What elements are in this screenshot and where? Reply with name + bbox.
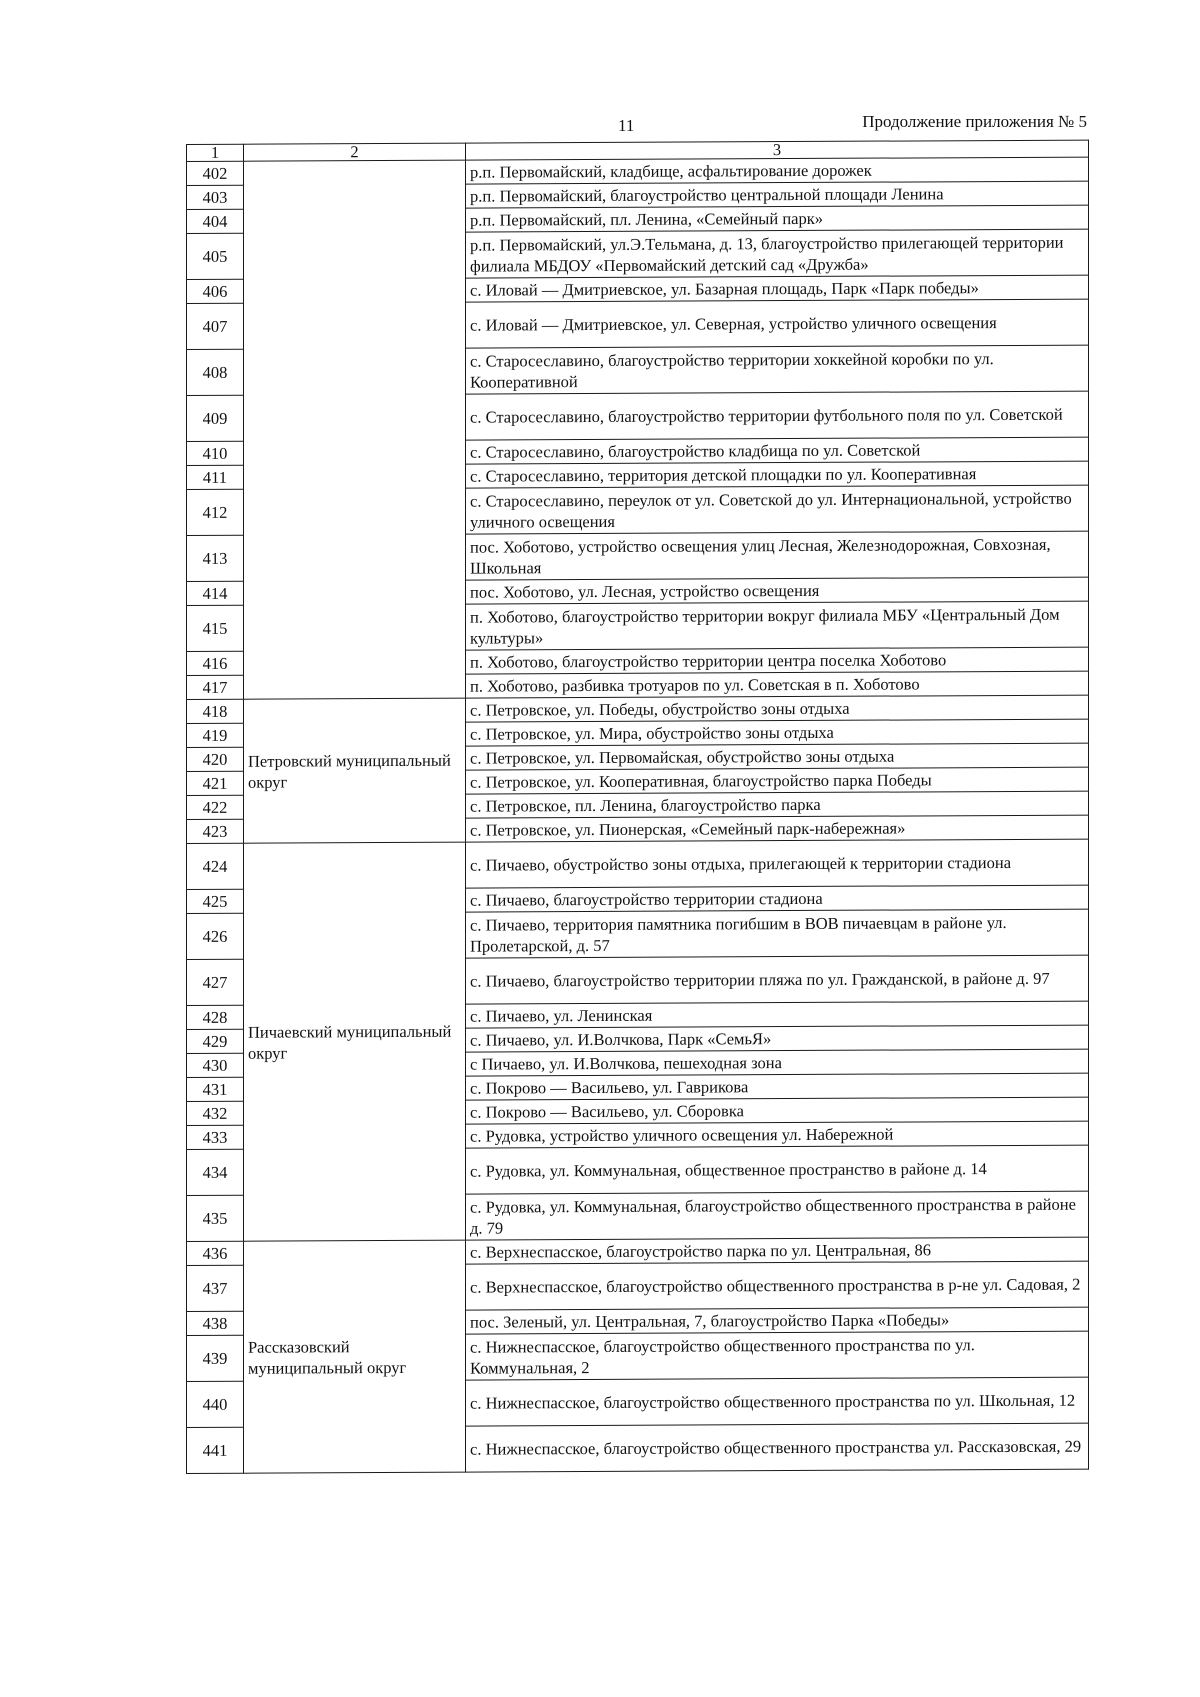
object-description: с. Иловай — Дмитриевское, ул. Северная, устройство уличного освещения: [466, 299, 1089, 348]
object-description: с. Иловай — Дмитриевское, ул. Базарная площадь, Парк «Парк победы»: [466, 275, 1089, 302]
row-number: 425: [187, 889, 244, 913]
object-description: пос. Хоботово, ул. Лесная, устройство освещения: [466, 577, 1089, 604]
row-number: 423: [187, 819, 244, 843]
row-number: 407: [187, 303, 244, 349]
continuation-heading: Продолжение приложения № 5: [862, 112, 1087, 131]
row-number: 429: [187, 1029, 244, 1053]
row-number: 414: [187, 581, 244, 605]
object-description: с. Старосеславино, благоустройство территории хоккейной коробки по ул. Кооперативной: [466, 345, 1089, 394]
row-number: 433: [187, 1125, 244, 1149]
object-description: р.п. Первомайский, пл. Ленина, «Семейный парк»: [466, 205, 1089, 232]
row-number: 418: [187, 699, 244, 723]
row-number: 408: [187, 349, 244, 395]
row-number: 406: [187, 279, 244, 303]
object-description: с. Старосеславино, территория детской площадки по ул. Кооперативная: [466, 461, 1089, 488]
row-number: 439: [187, 1335, 244, 1381]
row-number: 424: [187, 843, 244, 889]
column-header: 2: [244, 143, 466, 161]
column-header: 1: [187, 144, 244, 161]
row-number: 409: [187, 395, 244, 441]
object-description: с. Петровское, ул. Кооперативная, благоустройство парка Победы: [466, 767, 1089, 794]
object-description: с. Пичаево, ул. И.Волчкова, Парк «СемьЯ»: [466, 1025, 1089, 1052]
district-cell: Пичаевский муниципальный округ: [244, 842, 466, 1241]
object-description: р.п. Первомайский, ул.Э.Тельмана, д. 13, благоустройство прилегающей территории филиала МБДОУ «Первомайский детский сад «Дружба»: [466, 229, 1089, 278]
object-description: с. Старосеславино, переулок от ул. Советской до ул. Интернациональной, устройство уличного освещения: [466, 485, 1089, 534]
object-description: с. Пичаево, территория памятника погибшим в ВОВ пичаевцам в районе ул. Пролетарской, д. 57: [466, 909, 1089, 958]
object-description: с. Пичаево, обустройство зоны отдыха, прилегающей к территории стадиона: [466, 839, 1089, 888]
row-number: 416: [187, 651, 244, 675]
object-description: с. Петровское, ул. Мира, обустройство зоны отдыха: [466, 719, 1089, 746]
row-number: 411: [187, 465, 244, 489]
object-description: с. Петровское, ул. Пионерская, «Семейный парк-набережная»: [466, 815, 1089, 842]
table-row: [187, 839, 1089, 889]
row-number: 437: [187, 1265, 244, 1311]
row-number: 405: [187, 233, 244, 279]
row-number: 430: [187, 1053, 244, 1077]
object-description: пос. Хоботово, устройство освещения улиц Лесная, Железнодорожная, Совхозная, Школьная: [466, 531, 1089, 580]
object-description: с. Петровское, ул. Первомайская, обустройство зоны отдыха: [466, 743, 1089, 770]
row-number: 420: [187, 747, 244, 771]
object-description: р.п. Первомайский, кладбище, асфальтирование дорожек: [466, 157, 1089, 184]
object-description: с. Верхнеспасское, благоустройство общественного пространства в р-не ул. Садовая, 2: [466, 1261, 1089, 1310]
object-description: с. Старосеславино, благоустройство кладбища по ул. Советской: [466, 437, 1089, 464]
table-body: [187, 157, 1089, 1473]
object-description: с. Рудовка, ул. Коммунальная, благоустройство общественного пространства в районе д. 79: [466, 1191, 1089, 1240]
page-number: 11: [618, 116, 635, 135]
row-number: 410: [187, 441, 244, 465]
object-description: пос. Зеленый, ул. Центральная, 7, благоустройство Парка «Победы»: [466, 1307, 1089, 1334]
district-cell: [244, 160, 466, 699]
district-cell: Рассказовский муниципальный округ: [244, 1240, 466, 1473]
object-description: с. Нижнеспасское, благоустройство общественного пространства по ул. Школьная, 12: [466, 1377, 1089, 1426]
row-number: 428: [187, 1005, 244, 1029]
object-description: с. Пичаево, благоустройство территории пляжа по ул. Гражданской, в районе д. 97: [466, 955, 1089, 1004]
row-number: 421: [187, 771, 244, 795]
object-description: с. Покрово — Васильево, ул. Сборовка: [466, 1097, 1089, 1124]
object-description: с. Рудовка, ул. Коммунальная, общественное пространство в районе д. 14: [466, 1145, 1089, 1194]
row-number: 438: [187, 1311, 244, 1335]
row-number: 434: [187, 1149, 244, 1195]
object-description: с. Пичаево, ул. Ленинская: [466, 1001, 1089, 1028]
object-description: п. Хоботово, благоустройство территории вокруг филиала МБУ «Центральный Дом культуры»: [466, 601, 1089, 650]
object-description: с. Нижнеспасское, благоустройство общественного пространства по ул. Коммунальная, 2: [466, 1331, 1089, 1380]
row-number: 412: [187, 489, 244, 535]
object-description: с. Покрово — Васильево, ул. Гаврикова: [466, 1073, 1089, 1100]
row-number: 427: [187, 959, 244, 1005]
district-cell: Петровский муниципальный округ: [244, 698, 466, 843]
object-description: с Пичаево, ул. И.Волчкова, пешеходная зона: [466, 1049, 1089, 1076]
row-number: 440: [187, 1381, 244, 1427]
object-description: с. Нижнеспасское, благоустройство общественного пространства ул. Рассказовская, 29: [466, 1423, 1089, 1472]
appendix-table: [186, 140, 1089, 1474]
column-header: 3: [466, 140, 1089, 160]
object-description: с. Старосеславино, благоустройство территории футбольного поля по ул. Советской: [466, 391, 1089, 440]
object-description: с. Пичаево, благоустройство территории стадиона: [466, 885, 1089, 912]
row-number: 435: [187, 1195, 244, 1241]
row-number: 426: [187, 913, 244, 959]
row-number: 404: [187, 209, 244, 233]
object-description: с. Петровское, пл. Ленина, благоустройство парка: [466, 791, 1089, 818]
row-number: 417: [187, 675, 244, 699]
object-description: с. Петровское, ул. Победы, обустройство зоны отдыха: [466, 695, 1089, 722]
row-number: 436: [187, 1241, 244, 1265]
row-number: 431: [187, 1077, 244, 1101]
object-description: р.п. Первомайский, благоустройство центральной площади Ленина: [466, 181, 1089, 208]
row-number: 403: [187, 185, 244, 209]
object-description: п. Хоботово, разбивка тротуаров по ул. Советская в п. Хоботово: [466, 671, 1089, 698]
row-number: 402: [187, 161, 244, 185]
row-number: 415: [187, 605, 244, 651]
object-description: с. Верхнеспасское, благоустройство парка по ул. Центральная, 86: [466, 1237, 1089, 1264]
row-number: 432: [187, 1101, 244, 1125]
row-number: 419: [187, 723, 244, 747]
row-number: 422: [187, 795, 244, 819]
object-description: п. Хоботово, благоустройство территории центра поселка Хоботово: [466, 647, 1089, 674]
object-description: с. Рудовка, устройство уличного освещения ул. Набережной: [466, 1121, 1089, 1148]
row-number: 441: [187, 1427, 244, 1473]
row-number: 413: [187, 535, 244, 581]
